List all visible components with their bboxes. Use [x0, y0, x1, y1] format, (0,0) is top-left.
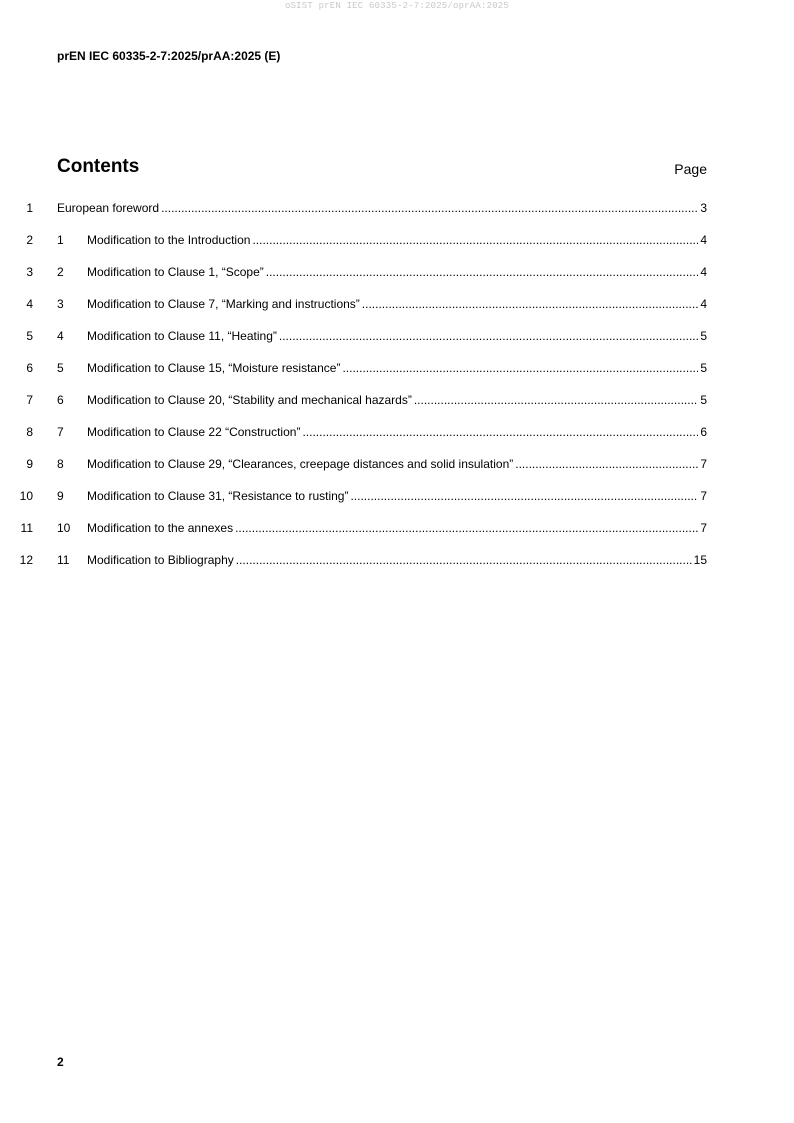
toc-page-number: 3 [700, 201, 707, 215]
toc-entry-link[interactable] [57, 263, 707, 281]
toc-page-number: 6 [700, 425, 707, 439]
toc-entry-title: European foreword [57, 201, 160, 215]
toc-entry-title: Modification to Clause 1, “Scope” [87, 265, 264, 279]
toc-row[interactable] [0, 359, 794, 391]
toc-entry-link[interactable] [57, 519, 707, 537]
toc-entry-link[interactable] [57, 295, 707, 313]
toc-entry-title: Modification to Clause 7, “Marking and instructions” [87, 297, 360, 311]
line-number: 3 [26, 265, 33, 279]
dot-leader [236, 551, 692, 569]
toc-page-number: 4 [700, 297, 707, 311]
clause-number: 5 [57, 361, 64, 375]
toc-row[interactable] [0, 391, 794, 423]
toc-page-number: 5 [700, 329, 707, 343]
toc-row[interactable] [0, 551, 794, 583]
line-number: 11 [20, 521, 33, 535]
toc-entry-link[interactable] [57, 199, 707, 217]
line-number: 4 [26, 297, 33, 311]
clause-number: 2 [57, 265, 64, 279]
dot-leader [515, 455, 698, 473]
toc-row[interactable] [0, 519, 794, 551]
toc-page-number: 4 [700, 265, 707, 279]
toc-entry-link[interactable] [57, 423, 707, 441]
line-number: 10 [19, 489, 33, 503]
table-of-contents [0, 199, 794, 583]
dot-leader [161, 199, 698, 217]
line-number: 7 [26, 393, 33, 407]
line-number: 6 [26, 361, 33, 375]
toc-entry-title: Modification to the annexes [87, 521, 234, 535]
toc-page-number: 5 [700, 361, 707, 375]
line-number: 5 [26, 329, 33, 343]
toc-row[interactable] [0, 327, 794, 359]
toc-entry-title: Modification to Clause 29, “Clearances, creepage distances and solid insulation” [87, 457, 514, 471]
toc-entry-title: Modification to Clause 20, “Stability and mechanical hazards” [87, 393, 412, 407]
clause-number: 11 [57, 553, 70, 567]
line-number: 2 [26, 233, 33, 247]
document-header: prEN IEC 60335-2-7:2025/prAA:2025 (E) [57, 49, 281, 63]
dot-leader [279, 327, 698, 345]
toc-entry-title: Modification to the Introduction [87, 233, 251, 247]
toc-entry-link[interactable] [57, 487, 707, 505]
dot-leader [362, 295, 699, 313]
clause-number: 9 [57, 489, 64, 503]
line-number: 1 [26, 201, 33, 215]
toc-entry-link[interactable] [57, 231, 707, 249]
clause-number: 4 [57, 329, 64, 343]
page-column-label: Page [674, 161, 707, 177]
toc-entry-link[interactable] [57, 359, 707, 377]
clause-number: 8 [57, 457, 64, 471]
toc-page-number: 7 [700, 489, 707, 503]
toc-entry-title: Modification to Bibliography [87, 553, 234, 567]
toc-entry-title: Modification to Clause 31, “Resistance to rusting” [87, 489, 349, 503]
toc-page-number: 15 [693, 553, 707, 567]
dot-leader [350, 487, 698, 505]
watermark: oSIST prEN IEC 60335-2-7:2025/oprAA:2025 [284, 1, 510, 11]
clause-number: 7 [57, 425, 64, 439]
dot-leader [235, 519, 698, 537]
toc-row[interactable] [0, 199, 794, 231]
toc-page-number: 7 [700, 521, 707, 535]
clause-number: 1 [57, 233, 64, 247]
toc-row[interactable] [0, 423, 794, 455]
line-number: 9 [26, 457, 33, 471]
dot-leader [342, 359, 698, 377]
toc-page-number: 5 [700, 393, 707, 407]
toc-page-number: 4 [700, 233, 707, 247]
toc-entry-link[interactable] [57, 455, 707, 473]
dot-leader [302, 423, 698, 441]
toc-entry-title: Modification to Clause 15, “Moisture resistance” [87, 361, 341, 375]
toc-row[interactable] [0, 295, 794, 327]
toc-row[interactable] [0, 455, 794, 487]
toc-page-number: 7 [700, 457, 707, 471]
toc-entry-link[interactable] [57, 391, 707, 409]
line-number: 12 [19, 553, 33, 567]
clause-number: 10 [57, 521, 71, 535]
toc-entry-title: Modification to Clause 22 “Construction” [87, 425, 301, 439]
toc-row[interactable] [0, 263, 794, 295]
contents-title: Contents [57, 156, 140, 177]
toc-entry-link[interactable] [57, 327, 707, 345]
toc-entry-title: Modification to Clause 11, “Heating” [87, 329, 277, 343]
page-number: 2 [57, 1055, 64, 1069]
line-number: 8 [26, 425, 33, 439]
clause-number: 6 [57, 393, 64, 407]
toc-row[interactable] [0, 231, 794, 263]
toc-row[interactable] [0, 487, 794, 519]
dot-leader [414, 391, 698, 409]
dot-leader [252, 231, 698, 249]
clause-number: 3 [57, 297, 64, 311]
dot-leader [266, 263, 699, 281]
toc-entry-link[interactable] [57, 551, 707, 569]
